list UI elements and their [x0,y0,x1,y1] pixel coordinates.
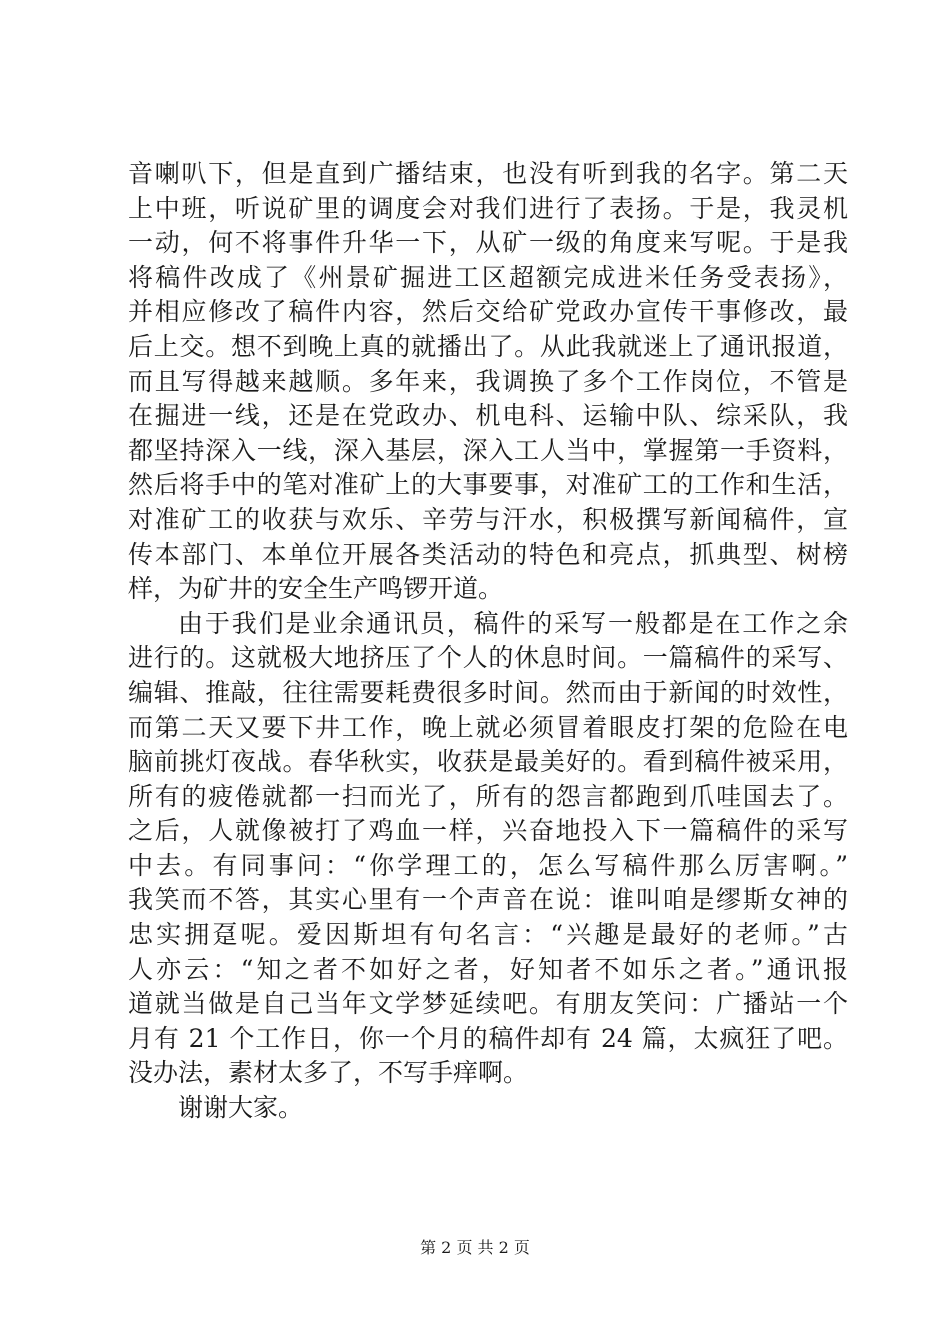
text-line: 编辑、推敲，往往需要耗费很多时间。然而由于新闻的时效性， [128,677,848,707]
text-line: 都坚持深入一线，深入基层，深入工人当中，掌握第一手资料， [128,435,848,465]
text-line: 我笑而不答，其实心里有一个声音在说：谁叫咱是缪斯女神的 [128,885,848,915]
closing-line: 谢谢大家。 [178,1093,304,1123]
page-number: 第 2 页 共 2 页 [420,1238,530,1257]
text-line: 人亦云：“知之者不如好之者，好知者不如乐之者。”通讯报 [128,954,848,984]
text-line: 之后，人就像被打了鸡血一样，兴奋地投入下一篇稿件的采写 [128,816,848,846]
text-line: 然后将手中的笔对准矿上的大事要事，对准矿工的工作和生活， [128,470,848,500]
document-body [128,157,848,1126]
text-line: 将稿件改成了《州景矿掘进工区超额完成进米任务受表扬》， [128,262,848,292]
text-line: 一动，何不将事件升华一下，从矿一级的角度来写呢。于是我 [128,228,848,258]
text-line: 传本部门、本单位开展各类活动的特色和亮点，抓典型、树榜 [128,539,848,569]
text-line: 中去。有同事问：“你学理工的，怎么写稿件那么厉害啊。” [128,850,848,880]
text-line: 样，为矿井的安全生产鸣锣开道。 [128,574,504,604]
text-line: 对准矿工的收获与欢乐、辛劳与汗水，积极撰写新闻稿件，宣 [128,504,848,534]
page-footer [0,1236,950,1260]
text-line: 道就当做是自己当年文学梦延续吧。有朋友笑问：广播站一个 [128,989,848,1019]
text-line: 没办法，素材太多了，不写手痒啊。 [128,1058,529,1088]
text-line: 在掘进一线，还是在党政办、机电科、运输中队、综采队，我 [128,401,848,431]
text-line: 音喇叭下，但是直到广播结束，也没有听到我的名字。第二天 [128,159,848,188]
text-line: 忠实拥趸呢。爱因斯坦有句名言：“兴趣是最好的老师。”古 [128,920,848,950]
text-line: 而第二天又要下井工作，晚上就必须冒着眼皮打架的危险在电 [128,712,848,742]
paragraph-3 [128,1091,848,1126]
text-line: 所有的疲倦就都一扫而光了，所有的怨言都跑到爪哇国去了。 [128,781,848,811]
text-line: 后上交。想不到晚上真的就播出了。从此我就迷上了通讯报道， [128,331,848,361]
paragraph-2 [128,607,848,1091]
text-line: 并相应修改了稿件内容，然后交给矿党政办宣传干事修改，最 [128,297,848,327]
text-line: 由于我们是业余通讯员，稿件的采写一般都是在工作之余 [178,608,848,638]
text-line: 进行的。这就极大地挤压了个人的休息时间。一篇稿件的采写、 [128,643,848,673]
text-line: 而且写得越来越顺。多年来，我调换了多个工作岗位，不管是 [128,366,848,396]
text-line: 月有 21 个工作日，你一个月的稿件却有 24 篇，太疯狂了吧。 [128,1023,848,1053]
text-line: 脑前挑灯夜战。春华秋实，收获是最美好的。看到稿件被采用， [128,747,848,777]
paragraph-1 [128,157,848,607]
text-line: 上中班，听说矿里的调度会对我们进行了表扬。于是，我灵机 [128,193,848,223]
